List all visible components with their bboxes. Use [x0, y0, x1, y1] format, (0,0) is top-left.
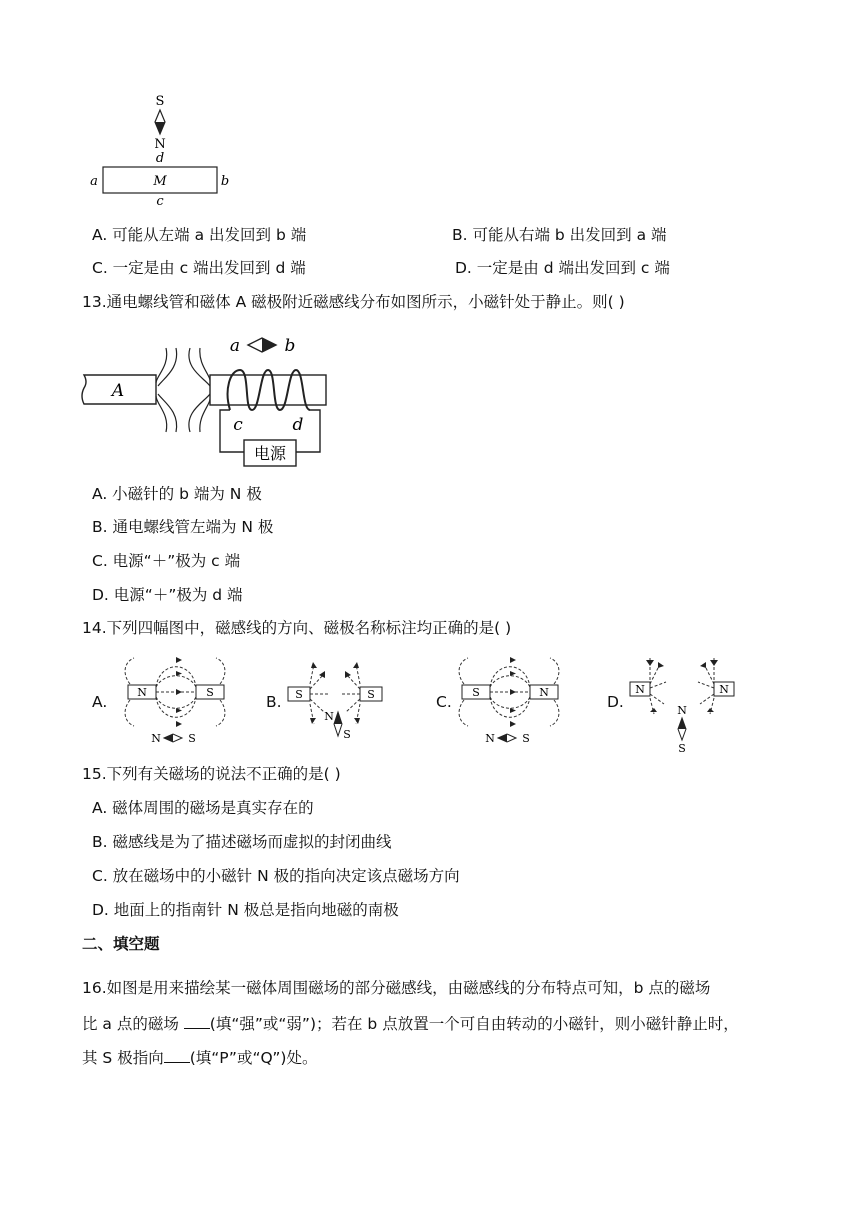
q16-line-3-prefix: 其 S 极指向 — [82, 1049, 164, 1067]
q15-option-c: C. 放在磁场中的小磁针 N 极的指向决定该点磁场方向 — [92, 867, 460, 885]
q13-label-c: c — [233, 415, 243, 435]
q14-a-right-pole: S — [206, 686, 214, 699]
q14-d-needle-n: N — [677, 704, 687, 717]
q14-stem: 14.下列四幅图中，磁感线的方向、磁极名称标注均正确的是( ) — [82, 619, 512, 637]
q14-c-needle-n: N — [485, 732, 495, 745]
section-title: 二、填空题 — [82, 935, 160, 953]
q16-line-3 — [82, 1046, 317, 1068]
q12-option-d: D. 一定是由 d 端出发回到 c 端 — [455, 259, 670, 277]
q14-option-d-label: D. — [607, 693, 624, 711]
q12-option-c: C. 一定是由 c 端出发回到 d 端 — [92, 259, 306, 277]
q14-d-left-pole: N — [635, 683, 645, 696]
q14-b-needle-n: N — [324, 710, 334, 723]
q16-line-2-suffix: (填“强”或“弱”)；若在 b 点放置一个可自由转动的小磁针，则小磁针静止时， — [209, 1015, 739, 1033]
q13-stem: 13.通电螺线管和磁体 A 磁极附近磁感线分布如图所示，小磁针处于静止。则( ) — [82, 293, 625, 311]
q12-option-b: B. 可能从右端 b 出发回到 a 端 — [452, 226, 667, 244]
q16-line-1: 16.如图是用来描绘某一磁体周围磁场的部分磁感线，由磁感线的分布特点可知，b 点的磁场 — [82, 979, 711, 997]
q12-label-a: a — [90, 174, 98, 189]
q14-d-needle-s: S — [678, 742, 686, 755]
q12-label-b: b — [220, 174, 230, 189]
q16-line-3-suffix: (填“P”或“Q”)处。 — [189, 1049, 318, 1067]
q14-c-left-pole: S — [472, 686, 480, 699]
q12-label-d: d — [155, 151, 165, 166]
q14-figure-c — [454, 654, 564, 750]
q14-d-right-pole: N — [719, 683, 729, 696]
q14-a-needle-s: S — [188, 732, 196, 745]
q14-option-c-label: C. — [436, 693, 452, 711]
q13-label-b: b — [284, 336, 296, 356]
q16-blank-2[interactable] — [164, 1046, 190, 1063]
q14-b-right-pole: S — [367, 688, 375, 701]
q12-label-n: N — [154, 137, 166, 152]
q12-label-m: M — [153, 174, 167, 189]
q14-figure-d — [624, 652, 744, 760]
q12-label-c: c — [156, 194, 164, 209]
q14-c-needle-s: S — [522, 732, 530, 745]
q13-option-c: C. 电源“＋”极为 c 端 — [92, 552, 241, 570]
q14-figure-a — [120, 654, 230, 750]
q14-c-right-pole: N — [539, 686, 549, 699]
q15-option-a: A. 磁体周围的磁场是真实存在的 — [92, 799, 314, 817]
q14-a-needle-n: N — [151, 732, 161, 745]
q14-option-b-label: B. — [266, 693, 282, 711]
q15-option-d: D. 地面上的指南针 N 极总是指向地磁的南极 — [92, 901, 399, 919]
q12-figure — [84, 92, 244, 216]
q16-line-2 — [82, 1012, 739, 1034]
q13-label-power: 电源 — [253, 444, 287, 463]
q15-stem: 15.下列有关磁场的说法不正确的是( ) — [82, 765, 341, 783]
q12-option-a: A. 可能从左端 a 出发回到 b 端 — [92, 226, 307, 244]
q12-label-s: S — [155, 94, 165, 109]
q13-label-d: d — [292, 415, 304, 435]
q16-blank-1[interactable] — [184, 1012, 210, 1029]
q13-needle-b-half — [262, 338, 276, 352]
q13-label-magnet: A — [111, 381, 125, 401]
q14-figure-b — [284, 654, 394, 750]
q14-b-left-pole: S — [295, 688, 303, 701]
q15-option-b: B. 磁感线是为了描述磁场而虚拟的封闭曲线 — [92, 833, 392, 851]
q13-label-a: a — [229, 336, 241, 356]
q13-option-d: D. 电源“＋”极为 d 端 — [92, 586, 243, 604]
q14-a-left-pole: N — [137, 686, 147, 699]
q14-b-needle-s: S — [343, 728, 351, 741]
q13-field-lines — [156, 348, 210, 432]
q12-needle-n-half — [155, 122, 165, 134]
q13-option-a: A. 小磁针的 b 端为 N 极 — [92, 485, 262, 503]
q13-figure — [80, 328, 340, 474]
q13-option-b: B. 通电螺线管左端为 N 极 — [92, 518, 274, 536]
q16-line-2-prefix: 比 a 点的磁场 — [82, 1015, 184, 1033]
q14-option-a-label: A. — [92, 693, 108, 711]
